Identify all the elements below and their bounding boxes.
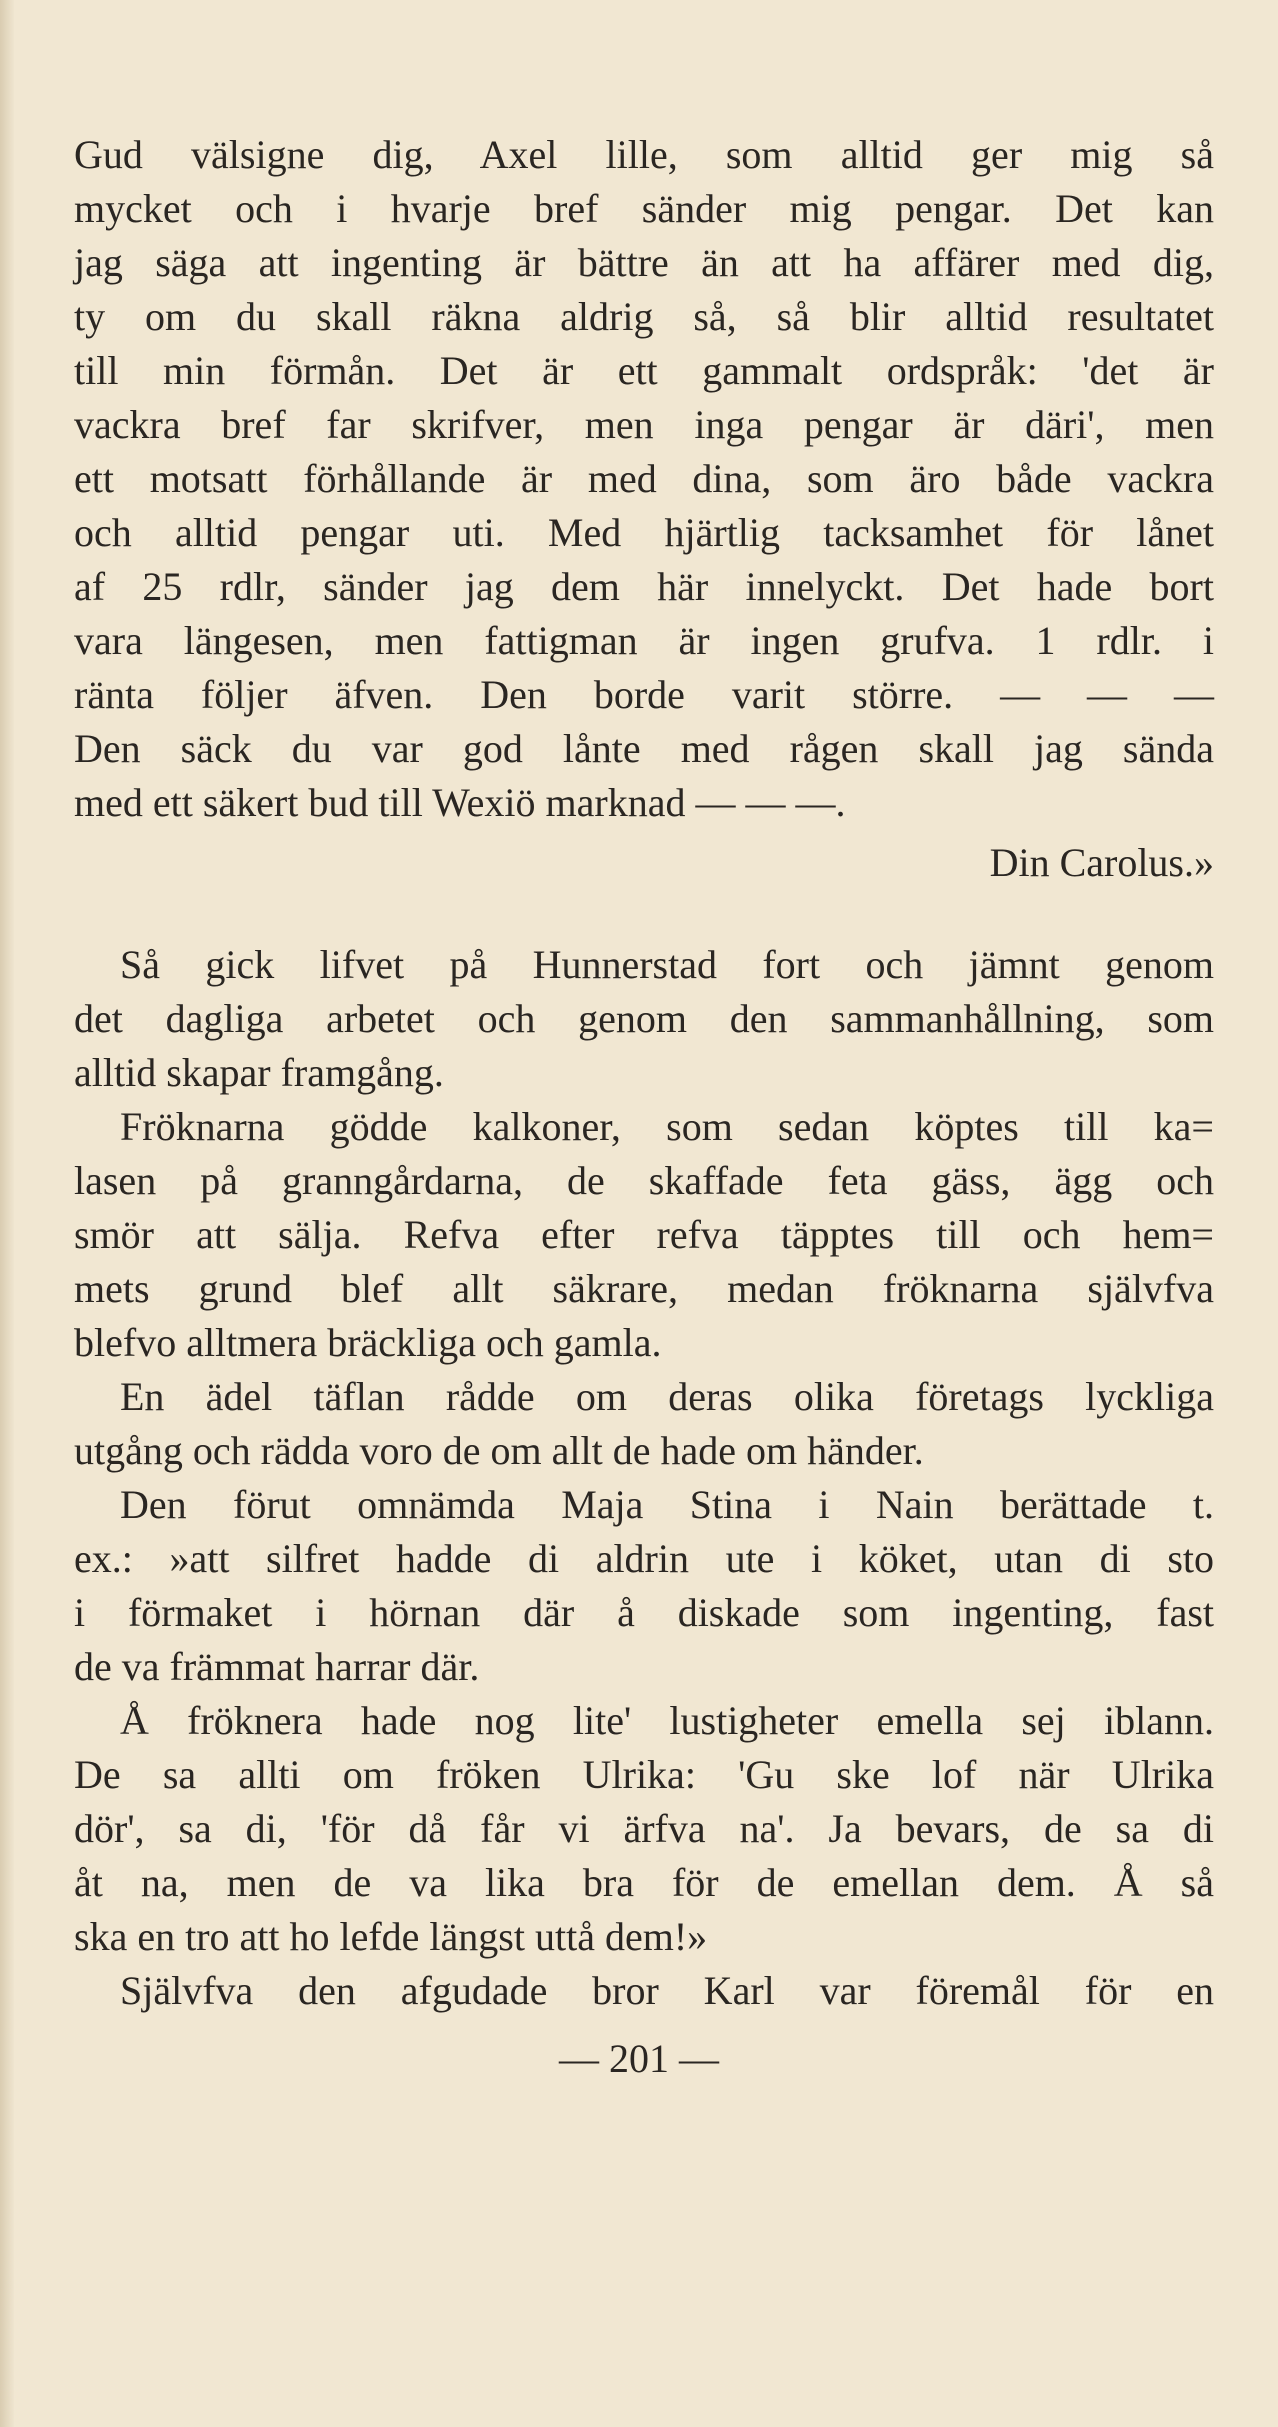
letter-line: Gud välsigne dig, Axel lille, som alltid ger mig så [74, 132, 1214, 177]
letter-line: jag säga att ingenting är bättre än att ha affärer med dig, [74, 240, 1214, 285]
narrative-line: Så gick lifvet på Hunnerstad fort och jämnt genom [120, 942, 1214, 987]
narrative-line: alltid skapar framgång. [74, 1050, 444, 1095]
page-body [74, 128, 1214, 2018]
narrative-line: Å fröknera hade nog lite' lustigheter emella sej iblann. [120, 1698, 1214, 1743]
letter-line: ränta följer äfven. Den borde varit större. — — — [74, 672, 1214, 717]
narrative-line: dör', sa di, 'för då får vi ärfva na'. Ja bevars, de sa di [74, 1806, 1214, 1851]
letter-line: ett motsatt förhållande är med dina, som äro både vackra [74, 456, 1214, 501]
narrative-line: smör att sälja. Refva efter refva täpptes till och hem= [74, 1212, 1214, 1257]
narrative-line: De sa allti om fröken Ulrika: 'Gu ske lof när Ulrika [74, 1752, 1214, 1797]
narrative-block [74, 938, 1214, 2018]
narrative-line: utgång och rädda voro de om allt de hade om händer. [74, 1428, 924, 1473]
letter-line: vackra bref far skrifver, men inga pengar är däri', men [74, 402, 1214, 447]
narrative-line: blefvo alltmera bräckliga och gamla. [74, 1320, 662, 1365]
narrative-line: åt na, men de va lika bra för de emellan dem. Å så [74, 1860, 1214, 1905]
narrative-line: ska en tro att ho lefde längst uttå dem!» [74, 1914, 708, 1959]
narrative-line: ex.: »att silfret hadde di aldrin ute i köket, utan di sto [74, 1536, 1214, 1581]
narrative-line: Självfva den afgudade bror Karl var föremål för en [120, 1968, 1214, 2013]
section-gap [74, 890, 1214, 938]
letter-line: mycket och i hvarje bref sänder mig pengar. Det kan [74, 186, 1214, 231]
letter-line: vara längesen, men fattigman är ingen grufva. 1 rdlr. i [74, 618, 1214, 663]
letter-line: ty om du skall räkna aldrig så, så blir alltid resultatet [74, 294, 1214, 339]
narrative-line: En ädel täflan rådde om deras olika företags lyckliga [120, 1374, 1214, 1419]
narrative-line: Den förut omnämda Maja Stina i Nain berättade t. [120, 1482, 1214, 1527]
narrative-line: mets grund blef allt säkrare, medan fröknarna självfva [74, 1266, 1214, 1311]
letter-line: Den säck du var god lånte med rågen skall jag sända [74, 726, 1214, 771]
narrative-line: i förmaket i hörnan där å diskade som ingenting, fast [74, 1590, 1214, 1635]
letter-signature: Din Carolus.» [989, 840, 1214, 885]
narrative-line: lasen på granngårdarna, de skaffade feta gäss, ägg och [74, 1158, 1214, 1203]
letter-line: till min förmån. Det är ett gammalt ordspråk: 'det är [74, 348, 1214, 393]
page-number: — 201 — [559, 2036, 719, 2081]
narrative-line: Fröknarna gödde kalkoner, som sedan köptes till ka= [120, 1104, 1214, 1149]
letter-block [74, 128, 1214, 890]
narrative-line: de va främmat harrar där. [74, 1644, 480, 1689]
letter-line: af 25 rdlr, sänder jag dem här innelyckt. Det hade bort [74, 564, 1214, 609]
narrative-line: det dagliga arbetet och genom den sammanhållning, som [74, 996, 1214, 1041]
letter-line: och alltid pengar uti. Med hjärtlig tacksamhet för lånet [74, 510, 1214, 555]
letter-line: med ett säkert bud till Wexiö marknad — — —. [74, 780, 846, 825]
